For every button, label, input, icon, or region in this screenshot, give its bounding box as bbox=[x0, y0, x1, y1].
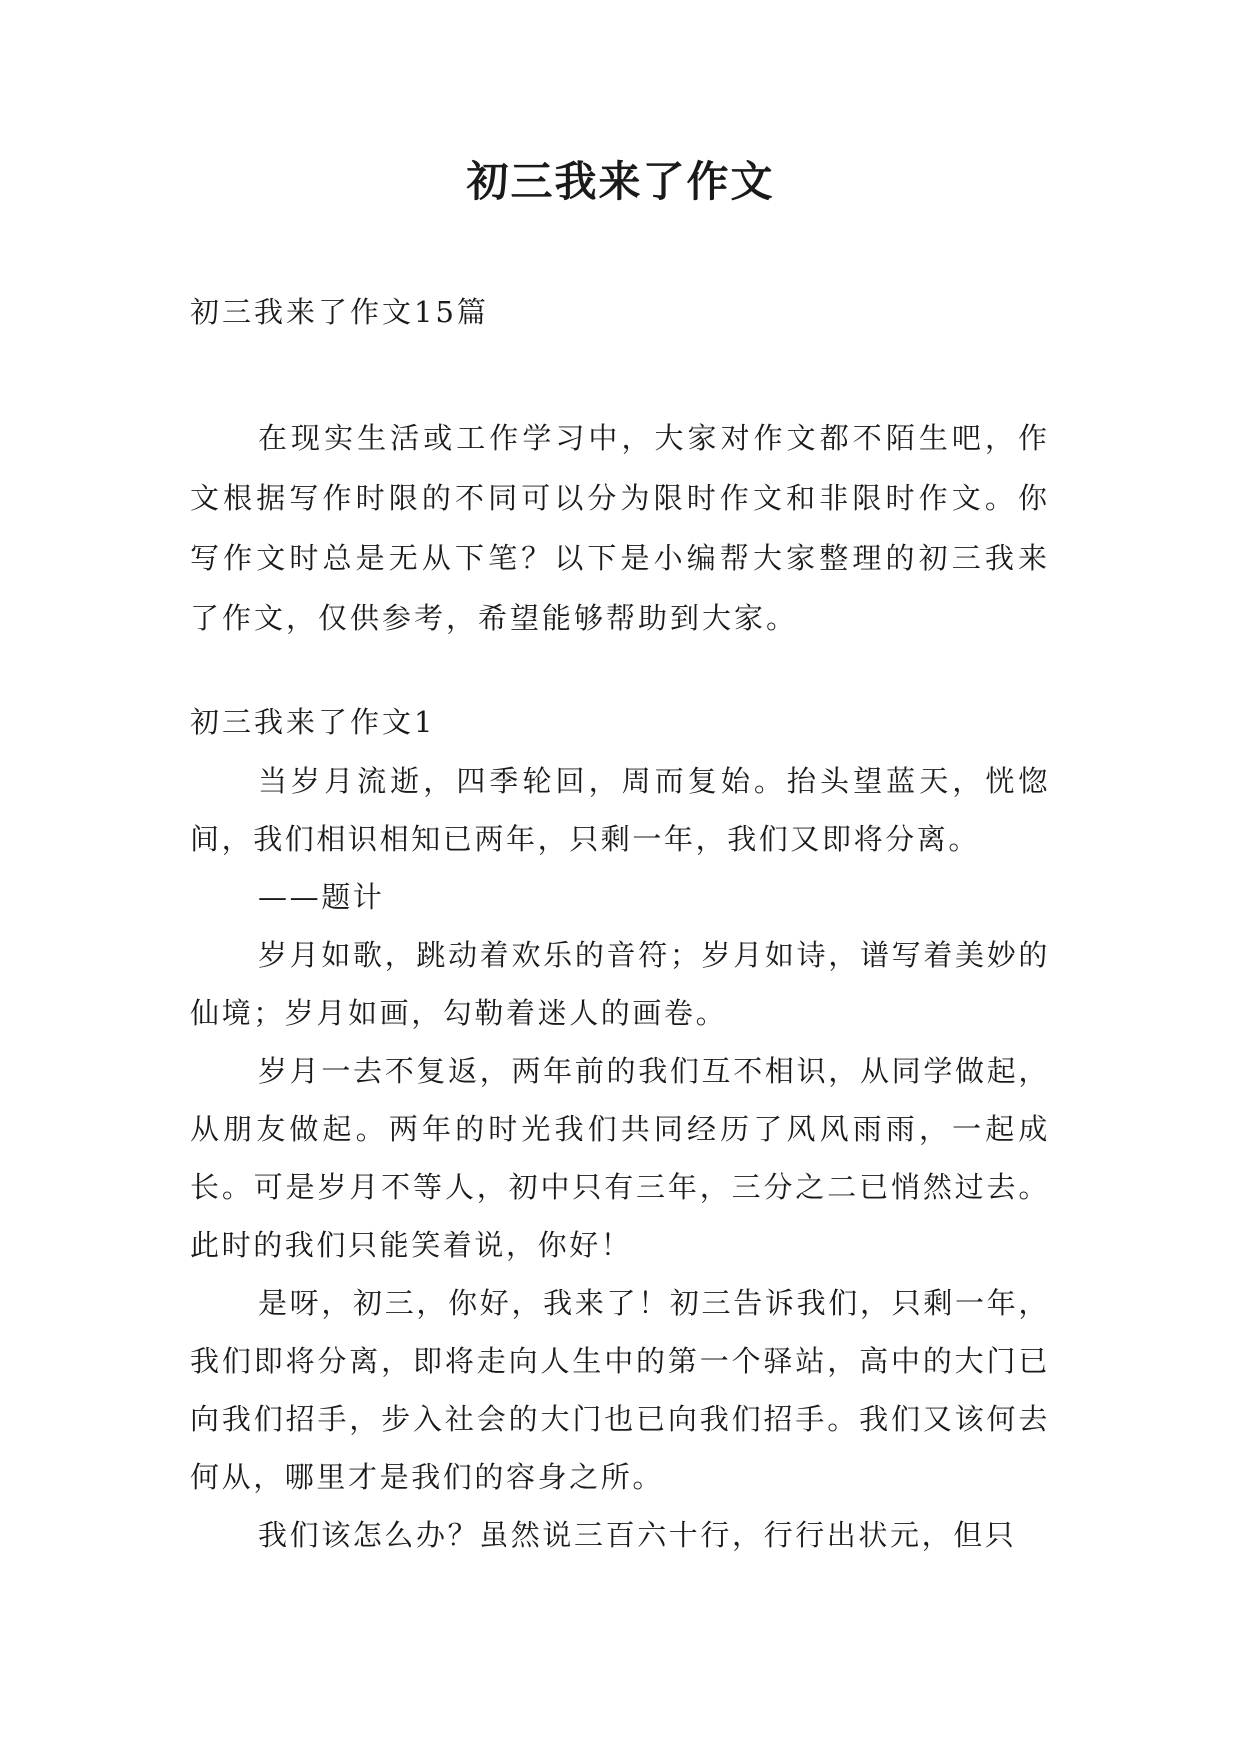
document-title: 初三我来了作文 bbox=[466, 157, 775, 206]
essay-heading: 初三我来了作文1 bbox=[190, 705, 436, 739]
essay-paragraph: ——题计 bbox=[258, 880, 385, 914]
essay-paragraph: 岁月如歌，跳动着欢乐的音符；岁月如诗，谱写着美妙的仙境；岁月如画，勾勒着迷人的画卷。 bbox=[190, 938, 1050, 1030]
essay-body bbox=[190, 752, 1050, 1564]
essay-paragraph: 岁月一去不复返，两年前的我们互不相识，从同学做起，从朋友做起。两年的时光我们共同经历了风风雨雨，一起成长。可是岁月不等人，初中只有三年，三分之二已悄然过去。此时的我们只能笑着说，你好！ bbox=[190, 1054, 1050, 1262]
essay-paragraph: 当岁月流逝，四季轮回，周而复始。抬头望蓝天，恍惚间，我们相识相知已两年，只剩一年，我们又即将分离。 bbox=[190, 764, 1050, 856]
document-subtitle: 初三我来了作文15篇 bbox=[190, 295, 489, 329]
essay-paragraph: 是呀，初三，你好，我来了！初三告诉我们，只剩一年，我们即将分离，即将走向人生中的第一个驿站，高中的大门已向我们招手，步入社会的大门也已向我们招手。我们又该何去何从，哪里才是我们的容身之所。 bbox=[190, 1286, 1050, 1494]
essay-paragraph: 我们该怎么办？虽然说三百六十行，行行出状元，但只 bbox=[258, 1518, 1017, 1552]
intro-paragraph: 在现实生活或工作学习中，大家对作文都不陌生吧，作文根据写作时限的不同可以分为限时作文和非限时作文。你写作文时总是无从下笔？以下是小编帮大家整理的初三我来了作文，仅供参考，希望能够帮助到大家。 bbox=[190, 421, 1050, 635]
